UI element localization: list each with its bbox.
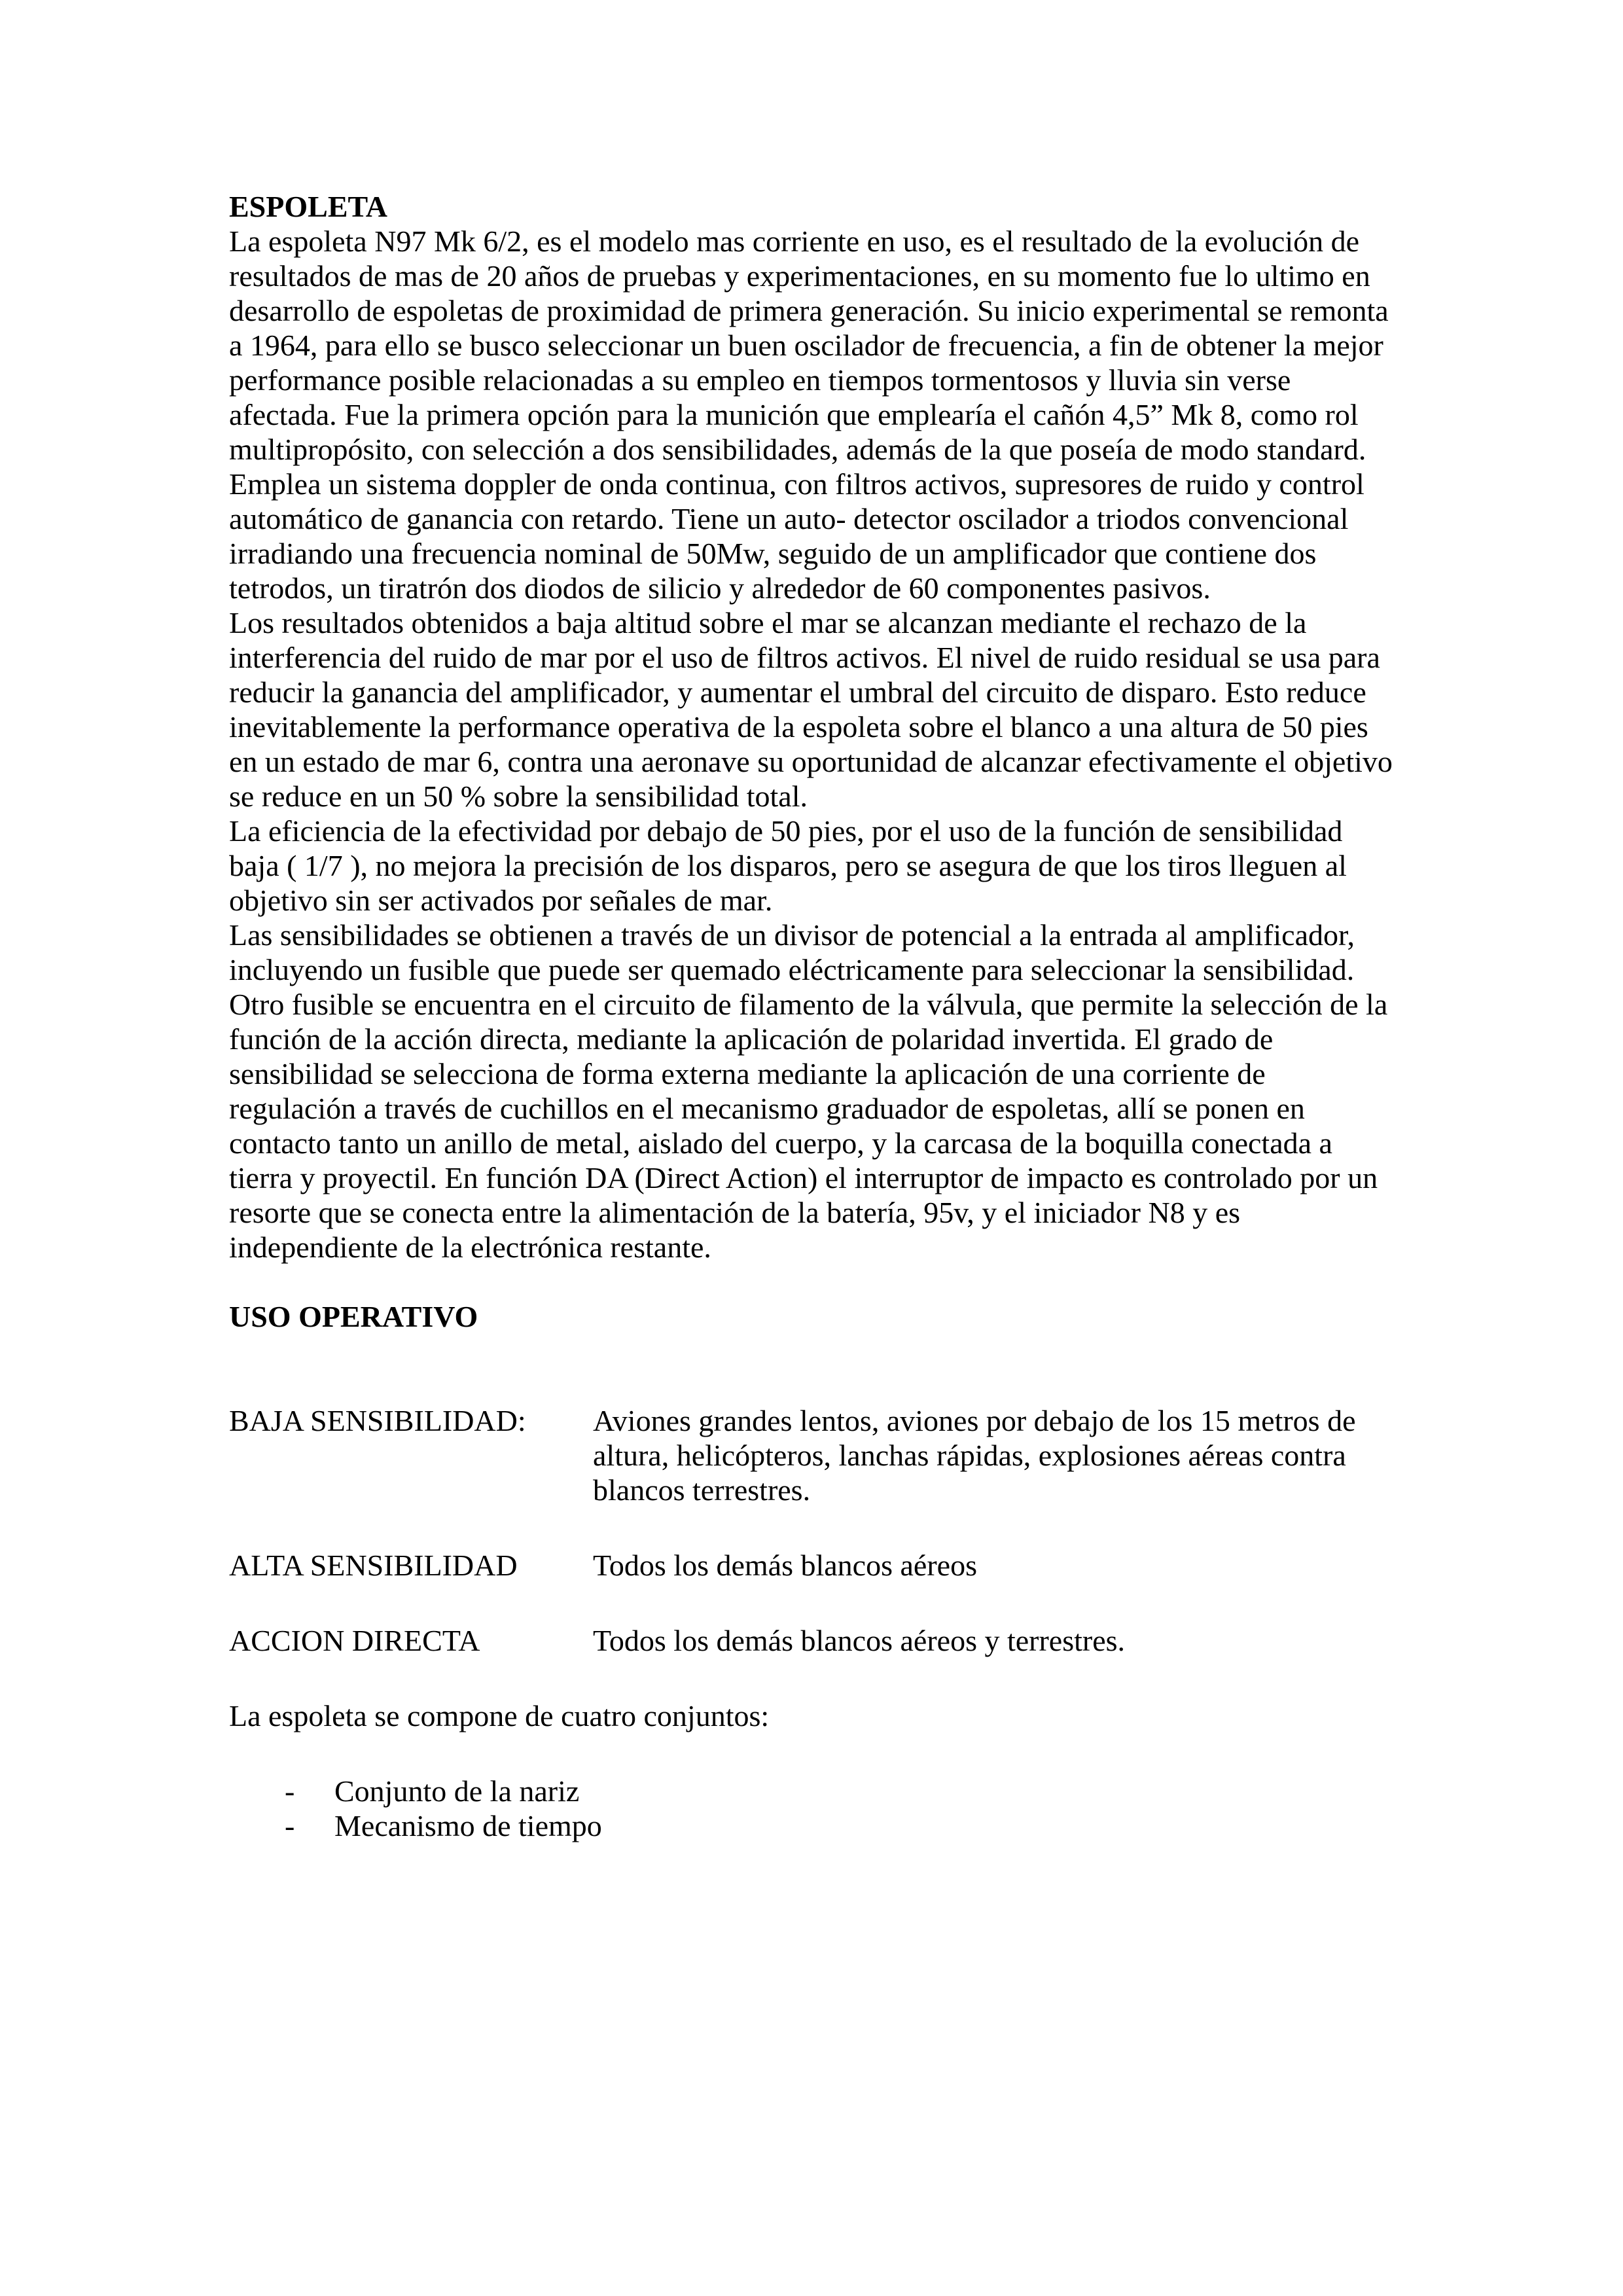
list-text: Mecanismo de tiempo xyxy=(334,1809,602,1842)
operative-description: Aviones grandes lentos, aviones por debajo de los 15 metros de altura, helicópteros, lanchas rápidas, explosiones aéreas contra blancos terrestres. xyxy=(593,1404,1356,1507)
list-item xyxy=(285,1774,1397,1808)
list-bullet: - xyxy=(285,1774,295,1808)
paragraph-sensitivities: Las sensibilidades se obtienen a través de un divisor de potencial a la entrada al amplificador, incluyendo un fusible que puede ser quemado eléctricamente para seleccionar la sensibilidad. Otro fusible se encuentra en el circuito de filamento de la válvula, que permite la selección de la función de la acción directa, mediante la aplicación de polaridad invertida. El grado de sensibilidad se selecciona de forma externa mediante la aplicación de una corriente de regulación a través de cuchillos en el mecanismo graduador de espoletas, allí se ponen en contacto tanto un anillo de metal, aislado del cuerpo, y la carcasa de la boquilla conectada a tierra y proyectil. En función DA (Direct Action) el interruptor de impacto es controlado por un resorte que se conecta entre la alimentación de la batería, 95v, y el iniciador N8 y es independiente de la electrónica restante. xyxy=(229,918,1388,1264)
paragraph-doppler-system: Emplea un sistema doppler de onda continua, con filtros activos, supresores de ruido y control automático de ganancia con retardo. Tiene un auto- detector oscilador a triodos convencional irradiando una frecuencia nominal de 50Mw, seguido de un amplificador que contiene dos tetrodos, un tiratrón dos diodos de silicio y alrededor de 60 componentes pasivos. xyxy=(229,467,1364,605)
paragraph-intro: La espoleta N97 Mk 6/2, es el modelo mas corriente en uso, es el resultado de la evolución de resultados de mas de 20 años de pruebas y experimentaciones, en su momento fue lo ultimo en desarrollo de espoletas de proximidad de primera generación. Su inicio experimental se remonta a 1964, para ello se busco seleccionar un buen oscilador de frecuencia, a fin de obtener la mejor performance posible relacionadas a su empleo en tiempos tormentosos y lluvia sin verse afectada. Fue la primera opción para la munición que emplearía el cañón 4,5” Mk 8, como rol multipropósito, con selección a dos sensibilidades, además de la que poseía de modo standard. xyxy=(229,224,1389,466)
list-item xyxy=(285,1808,1397,1843)
section-heading-uso-operativo: USO OPERATIVO xyxy=(229,1300,478,1333)
list-text: Conjunto de la nariz xyxy=(334,1774,580,1808)
operative-description: Todos los demás blancos aéreos y terrestres. xyxy=(593,1624,1126,1657)
operative-description: Todos los demás blancos aéreos xyxy=(593,1549,977,1582)
operative-label: ACCION DIRECTA xyxy=(229,1624,480,1657)
paragraph-low-altitude-results: Los resultados obtenidos a baja altitud sobre el mar se alcanzan mediante el rechazo de la interferencia del ruido de mar por el uso de filtros activos. El nivel de ruido residual se usa para reducir la ganancia del amplificador, y aumentar el umbral del circuito de disparo. Esto reduce inevitablemente la performance operativa de la espoleta sobre el blanco a una altura de 50 pies en un estado de mar 6, contra una aeronave su oportunidad de alcanzar efectivamente el objetivo se reduce en un 50 % sobre la sensibilidad total. xyxy=(229,606,1393,813)
operative-entry-alta-sensibilidad xyxy=(229,1548,1397,1583)
operative-entry-accion-directa xyxy=(229,1623,1397,1658)
operative-entry-baja-sensibilidad xyxy=(229,1403,1397,1507)
list-bullet: - xyxy=(285,1809,295,1842)
paragraph-efficiency: La eficiencia de la efectividad por debajo de 50 pies, por el uso de la función de sensibilidad baja ( 1/7 ), no mejora la precisión de los disparos, pero se asegura de que los tiros lleguen al objetivo sin ser activados por señales de mar. xyxy=(229,814,1347,917)
document-title: ESPOLETA xyxy=(229,190,387,223)
operative-label: BAJA SENSIBILIDAD: xyxy=(229,1404,526,1437)
components-intro: La espoleta se compone de cuatro conjuntos: xyxy=(229,1699,770,1732)
operative-label: ALTA SENSIBILIDAD xyxy=(229,1549,518,1582)
